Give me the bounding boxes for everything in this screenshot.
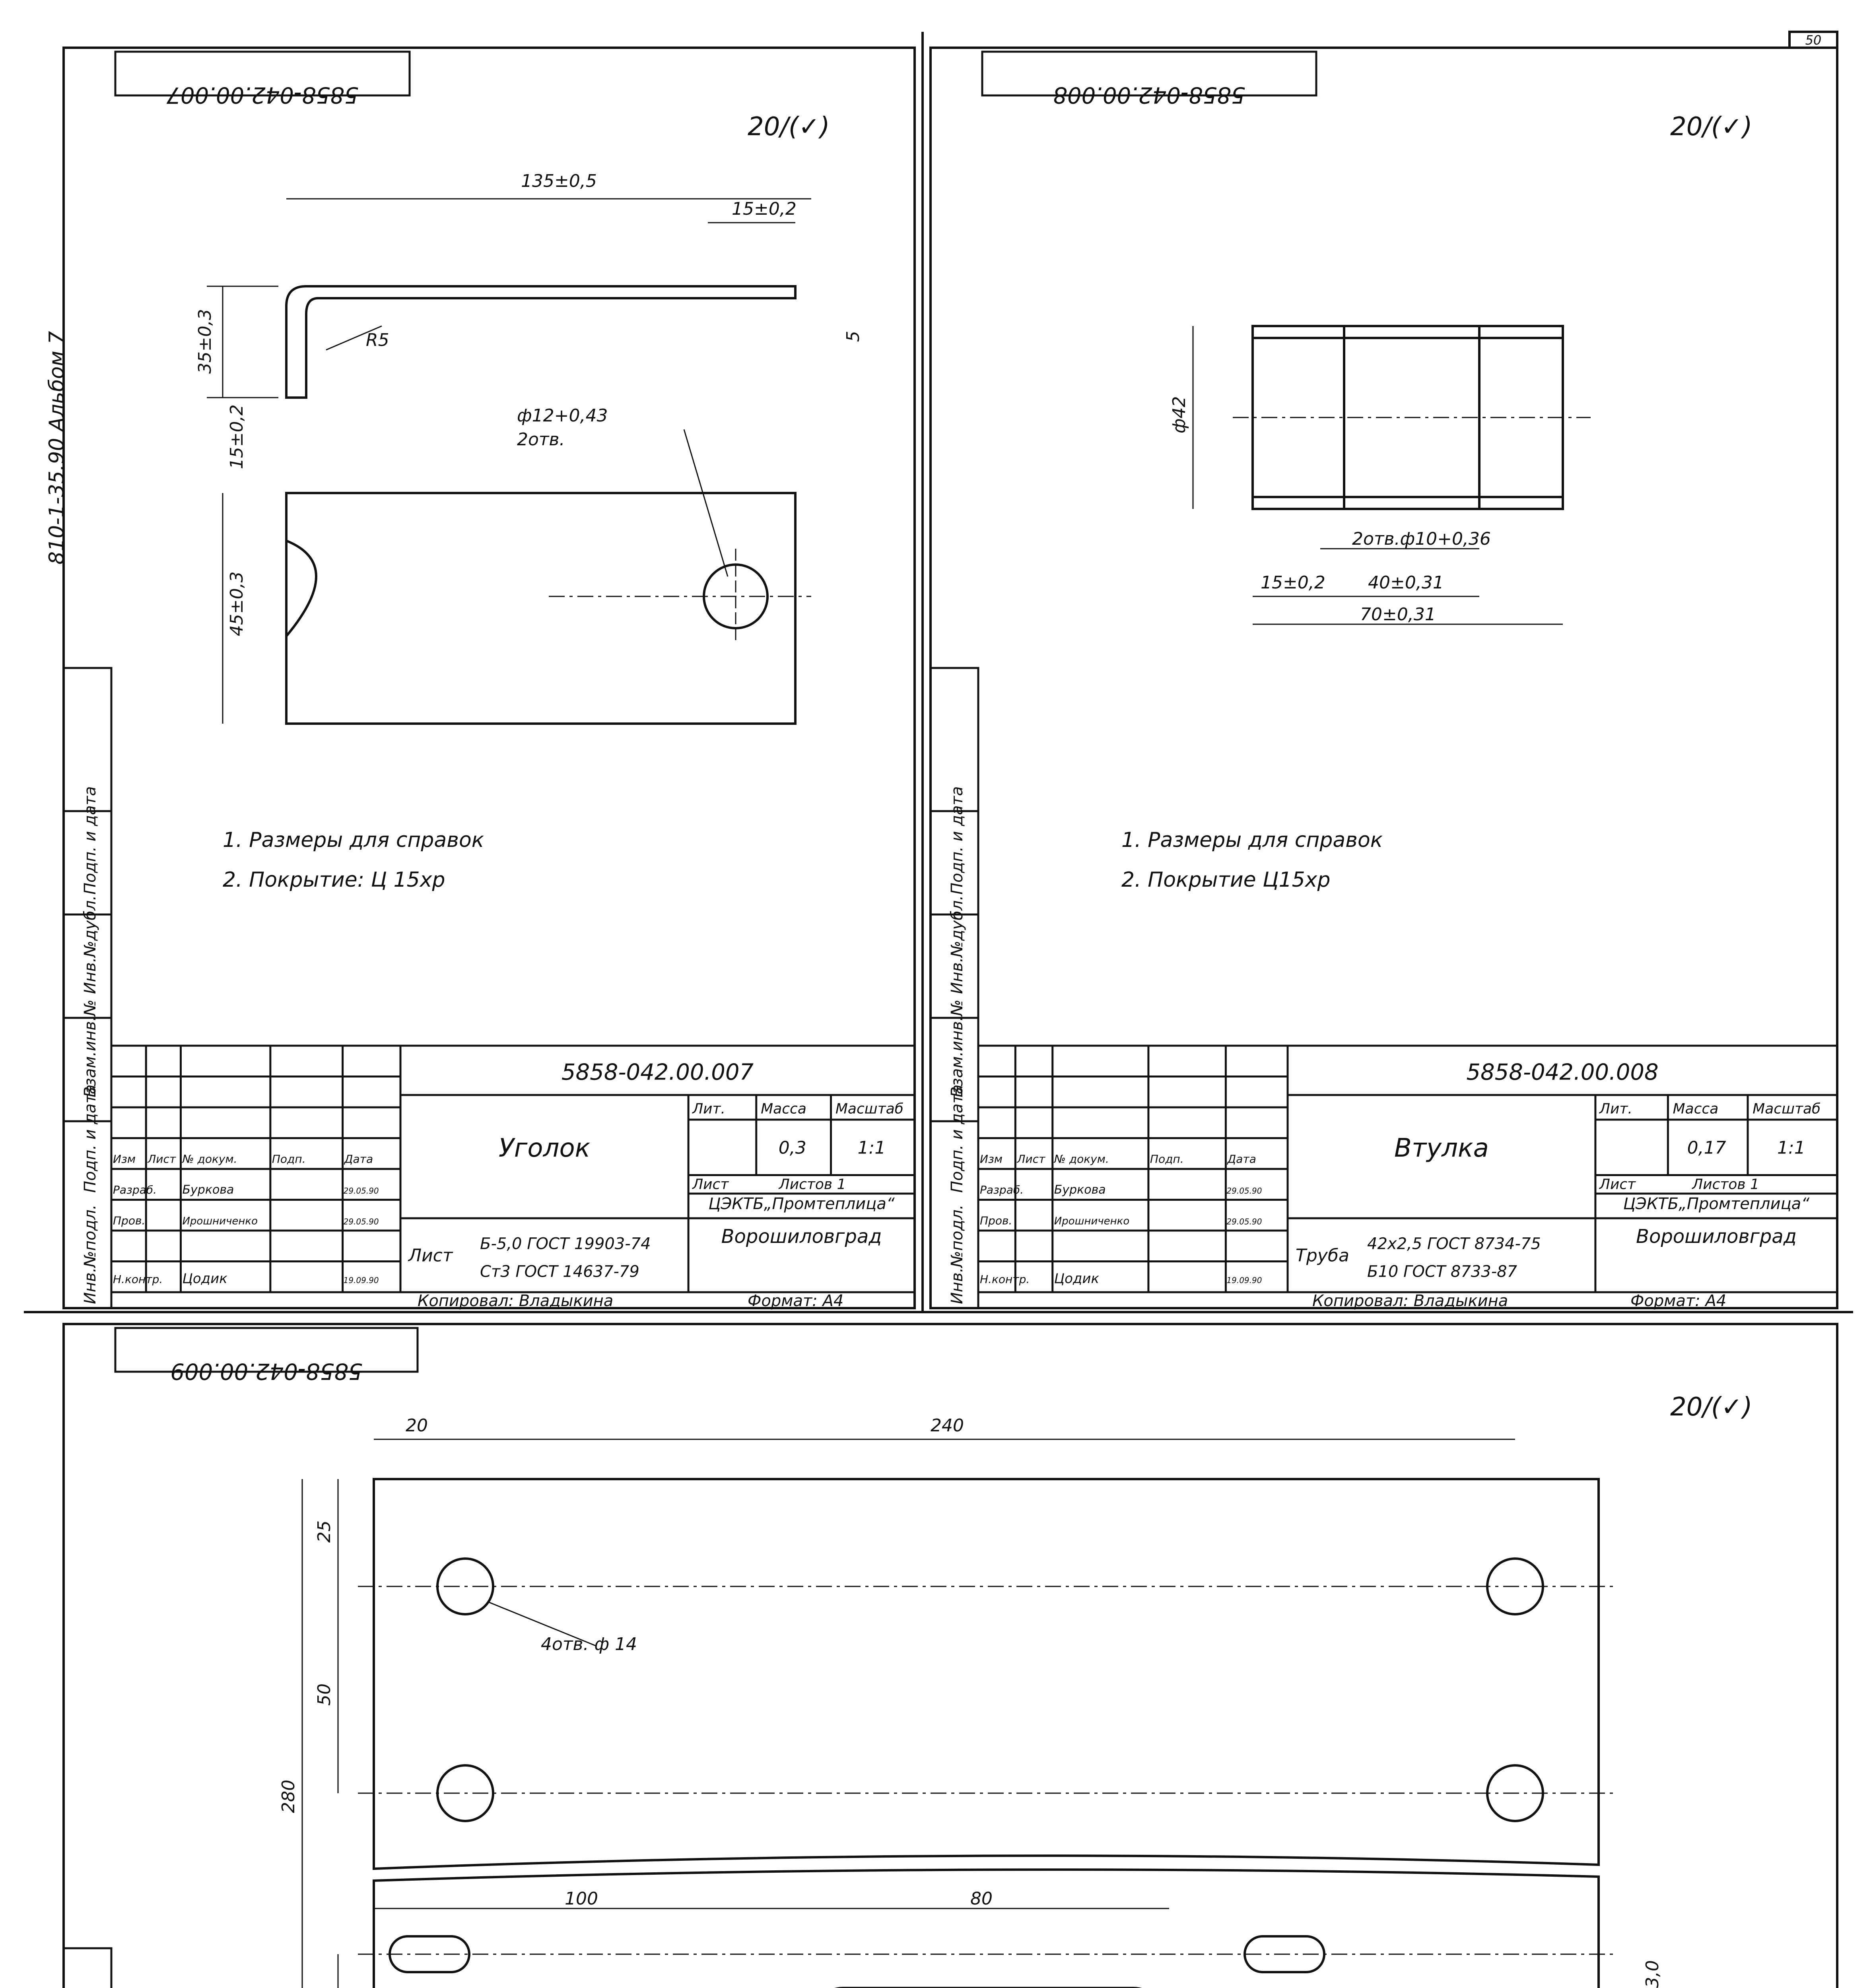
note-2: 2. Покрытие: Ц 15хр [223, 868, 445, 892]
dim-holes: 2отв.ф10+0,36 [1352, 529, 1491, 549]
dim-d50: 50 [314, 1683, 334, 1706]
person-razrab: Буркова [182, 1183, 234, 1197]
col-izm: Изм [980, 1152, 1003, 1166]
album-label: 810-1-35.90 Альбом 7 [45, 331, 69, 565]
lit-label: Лит. [1599, 1101, 1632, 1117]
dim-end: 15±0,2 [732, 199, 797, 219]
copied-by: Копировал: Владыкина [1312, 1292, 1508, 1310]
side-label-1: Подп. и дата [81, 1084, 99, 1193]
col-list: Лист [1017, 1152, 1045, 1166]
sheets-label: Листов 1 [1692, 1176, 1759, 1193]
org-city: Ворошиловград [721, 1225, 882, 1248]
lit-label: Лит. [692, 1101, 725, 1117]
col-doc: № докум. [182, 1152, 237, 1166]
side-label-4: Подп. и дата [948, 786, 966, 895]
dim-length: 70±0,31 [1360, 604, 1436, 625]
col-sign: Подп. [1150, 1152, 1184, 1166]
side-label-3: Инв.№дубл. [81, 895, 99, 994]
stamp-code-009: 5858-042.00.009 [170, 1358, 363, 1384]
title-code: 5858-042.00.008 [1466, 1059, 1659, 1085]
row-razrab: Разраб. [113, 1183, 157, 1196]
copied-by: Копировал: Владыкина [418, 1292, 614, 1310]
dim-height: 35±0,3 [195, 309, 215, 374]
dim-holes: 4отв. ф 14 [541, 1634, 637, 1654]
scale-label: Масштаб [1753, 1101, 1821, 1117]
mass-value: 0,17 [1687, 1138, 1726, 1158]
note-1: 1. Размеры для справок [1121, 828, 1383, 852]
title-code: 5858-042.00.007 [561, 1059, 754, 1085]
dim-d100: 100 [565, 1889, 598, 1909]
row-prov: Пров. [980, 1214, 1012, 1227]
material-prefix: Лист [408, 1245, 453, 1266]
col-doc: № докум. [1054, 1152, 1109, 1166]
roughness-symbol: 20/(✓) [1670, 112, 1753, 142]
mass-label: Масса [1673, 1101, 1719, 1117]
stamp-code-008: 5858-042.00.008 [1053, 82, 1245, 108]
dim-radius: R5 [366, 330, 389, 350]
dim-d20: 20 [406, 1415, 428, 1436]
part-007-drawing [207, 199, 811, 724]
date-3: 19.09.90 [343, 1275, 379, 1285]
col-sign: Подп. [272, 1152, 306, 1166]
title-block-008 [978, 1046, 1837, 1292]
material-line-2: Б10 ГОСТ 8733-87 [1367, 1262, 1517, 1281]
sheet-label: Лист [692, 1176, 729, 1193]
person-nkontr: Цодик [1054, 1270, 1100, 1287]
side-label-2: Взам.инв.№ [948, 999, 966, 1097]
part-name: Втулка [1394, 1134, 1489, 1163]
side-label-1: Подп. и дата [948, 1084, 966, 1193]
dim-length: 135±0,5 [521, 171, 597, 191]
roughness-symbol: 20/(✓) [1670, 1392, 1753, 1422]
person-prov: Ирошниченко [182, 1215, 258, 1227]
dim-d240: 240 [931, 1415, 964, 1436]
row-nkontr: Н.контр. [980, 1272, 1030, 1286]
stamp-code-007: 5858-042.00.007 [166, 82, 359, 108]
sheets-label: Листов 1 [779, 1176, 846, 1193]
sheet-label: Лист [1599, 1176, 1636, 1193]
material-line-2: Ст3 ГОСТ 14637-79 [480, 1262, 639, 1281]
person-nkontr: Цодик [182, 1270, 227, 1287]
dim-thickness: 5 [843, 331, 863, 342]
dim-center: 40±0,31 [1368, 573, 1444, 593]
scale-value: 1:1 [857, 1138, 886, 1158]
material-line-1: Б-5,0 ГОСТ 19903-74 [480, 1235, 651, 1253]
format-label: Формат: А4 [1630, 1292, 1727, 1310]
side-label-4: Подп. и дата [81, 786, 99, 895]
scale-value: 1:1 [1777, 1138, 1805, 1158]
format-label: Формат: А4 [748, 1292, 844, 1310]
dim-holes: 2отв. [517, 429, 565, 450]
dim-d280v: 280 [278, 1780, 299, 1813]
dim-d3: 3,0 [1642, 1960, 1663, 1988]
person-razrab: Буркова [1054, 1183, 1106, 1197]
mass-value: 0,3 [778, 1138, 806, 1158]
org-city: Ворошиловград [1636, 1225, 1797, 1248]
roughness-symbol: 20/(✓) [748, 112, 830, 142]
material-prefix: Труба [1296, 1245, 1349, 1266]
note-2: 2. Покрытие Ц15хр [1121, 868, 1331, 892]
col-izm: Изм [113, 1152, 136, 1166]
col-date: Дата [1227, 1152, 1256, 1166]
col-list: Лист [148, 1152, 176, 1166]
org-name: ЦЭКТБ„Промтеплица“ [708, 1194, 895, 1213]
dim-hole: ф12+0,43 [517, 406, 608, 426]
dim-web: 15±0,2 [227, 404, 247, 469]
org-name: ЦЭКТБ„Промтеплица“ [1623, 1194, 1810, 1213]
dim-d80: 80 [970, 1889, 993, 1909]
side-label-3: Инв.№дубл. [948, 895, 966, 994]
date-1: 29.05.90 [343, 1186, 379, 1196]
side-label-0: Инв.№подл. [81, 1204, 99, 1304]
side-label-0: Инв.№подл. [948, 1204, 966, 1304]
date-2: 29.05.90 [1226, 1217, 1262, 1227]
date-2: 29.05.90 [343, 1217, 379, 1227]
scale-label: Масштаб [835, 1101, 903, 1117]
dim-width: 45±0,3 [227, 571, 247, 636]
date-1: 29.05.90 [1226, 1186, 1262, 1196]
row-prov: Пров. [113, 1214, 146, 1227]
side-label-2: Взам.инв.№ [81, 999, 99, 1097]
dim-d25: 25 [314, 1520, 334, 1543]
material-line-1: 42х2,5 ГОСТ 8734-75 [1367, 1235, 1541, 1253]
note-1: 1. Размеры для справок [223, 828, 484, 852]
dim-diameter: ф42 [1169, 396, 1189, 433]
person-prov: Ирошниченко [1054, 1215, 1130, 1227]
page-number: 50 [1805, 33, 1822, 48]
col-date: Дата [344, 1152, 373, 1166]
date-3: 19.09.90 [1226, 1275, 1262, 1285]
row-nkontr: Н.контр. [113, 1272, 163, 1286]
mass-label: Масса [761, 1101, 806, 1117]
title-block-007 [111, 1046, 915, 1292]
part-name: Уголок [498, 1134, 591, 1163]
part-009-drawing [302, 1439, 1615, 1988]
dim-offset: 15±0,2 [1261, 573, 1325, 593]
row-razrab: Разраб. [980, 1183, 1024, 1196]
